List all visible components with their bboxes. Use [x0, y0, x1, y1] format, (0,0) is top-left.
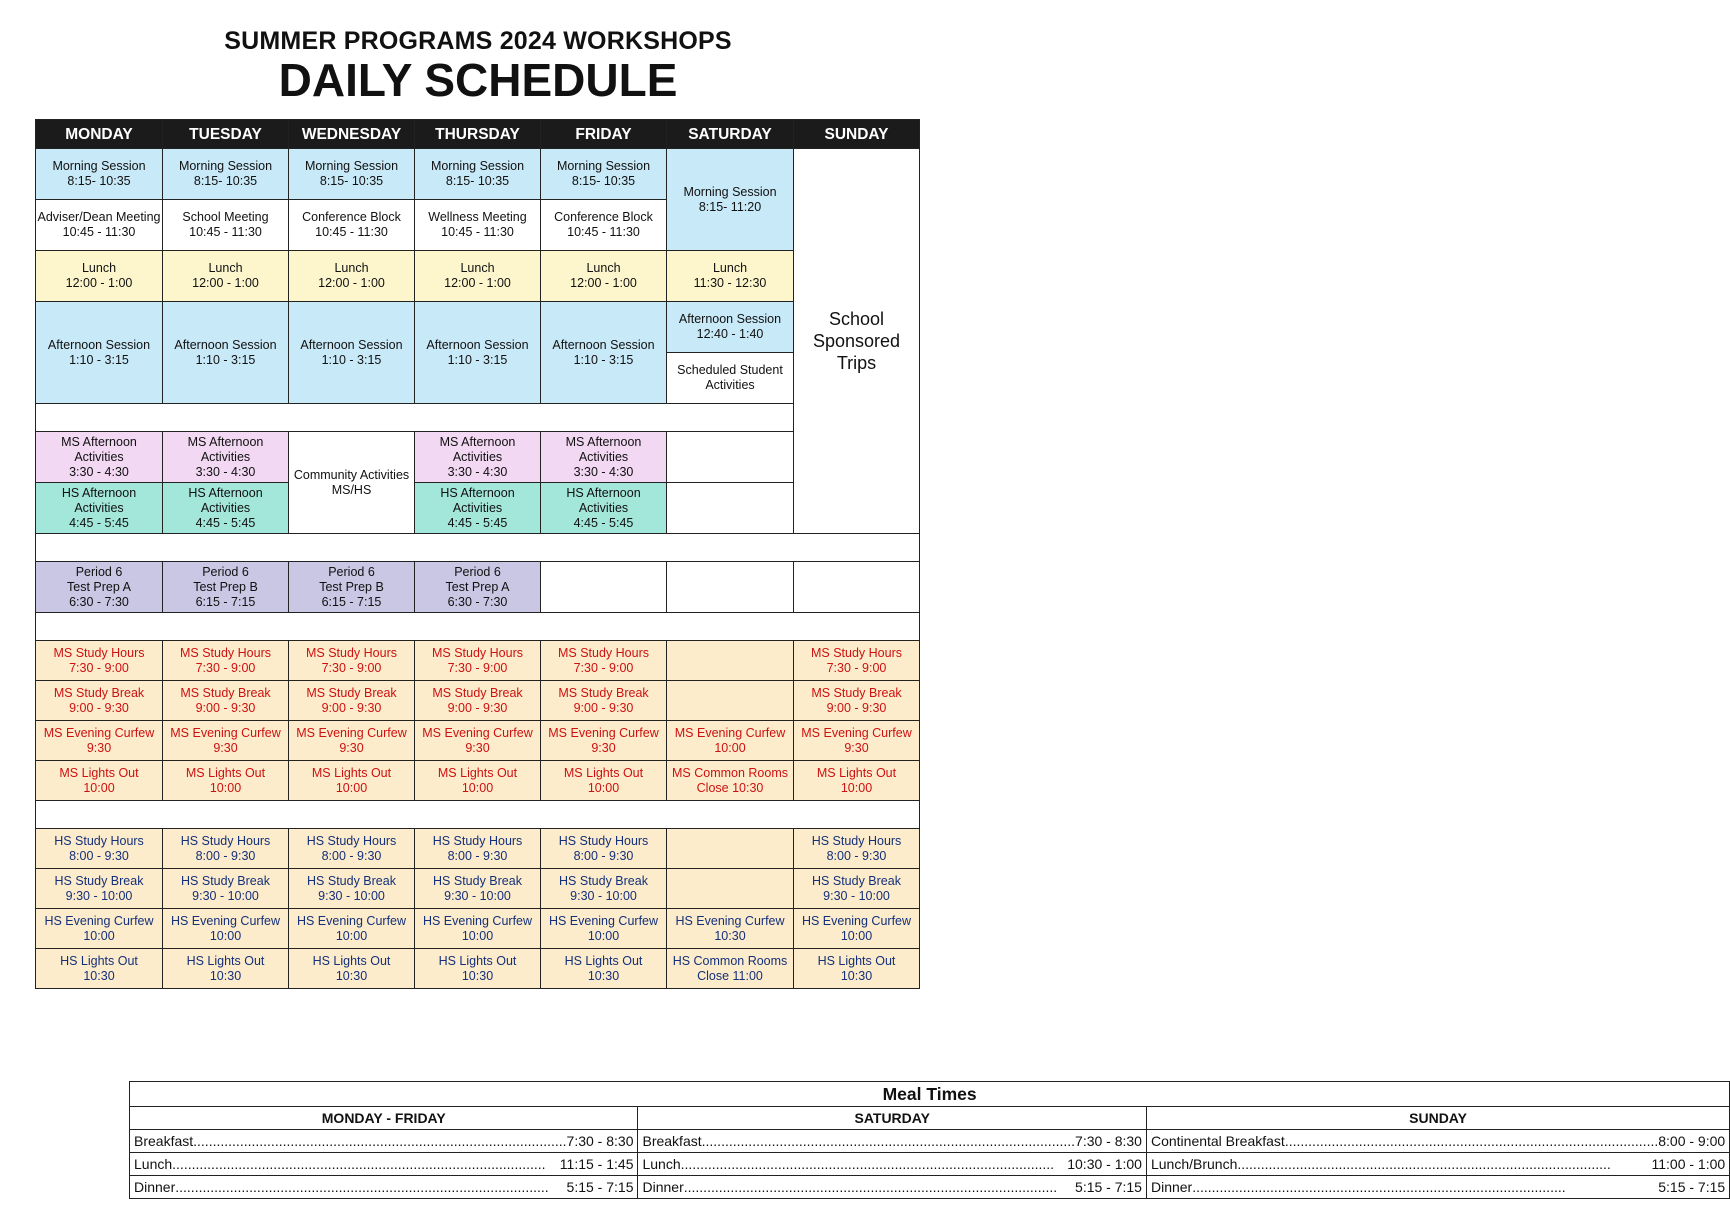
empty-cell	[667, 562, 794, 613]
period6-cell: Period 6 Test Prep B 6:15 - 7:15	[163, 562, 289, 613]
meeting-cell: Conference Block 10:45 - 11:30	[541, 200, 667, 251]
empty-cell	[667, 829, 794, 869]
meal-times-title: Meal Times	[130, 1082, 1730, 1107]
meeting-cell: Wellness Meeting 10:45 - 11:30	[415, 200, 541, 251]
lunch-cell: Lunch 12:00 - 1:00	[36, 251, 163, 302]
lunch-cell: Lunch 12:00 - 1:00	[415, 251, 541, 302]
hs-study-hours-cell: HS Study Hours 8:00 - 9:30	[289, 829, 415, 869]
hs-study-break-cell: HS Study Break 9:30 - 10:00	[289, 869, 415, 909]
saturday-lunch-cell: Lunch 11:30 - 12:30	[667, 251, 794, 302]
hs-lights-out-cell: HS Lights Out 10:30	[415, 949, 541, 989]
ms-lights-out-cell: MS Lights Out 10:00	[36, 761, 163, 801]
ms-lights-out-cell: MS Lights Out 10:00	[541, 761, 667, 801]
hs-curfew-cell: HS Evening Curfew 10:00	[541, 909, 667, 949]
ms-curfew-cell: MS Evening Curfew 9:30	[794, 721, 920, 761]
meal-entry: Continental Breakfast ..... 8:00 - 9:00	[1146, 1130, 1729, 1153]
ms-curfew-cell: MS Evening Curfew 9:30	[415, 721, 541, 761]
saturday-ms-curfew-cell: MS Evening Curfew 10:00	[667, 721, 794, 761]
meeting-cell: Adviser/Dean Meeting 10:45 - 11:30	[36, 200, 163, 251]
afternoon-session-cell: Afternoon Session 1:10 - 3:15	[36, 302, 163, 404]
ms-study-break-cell: MS Study Break 9:00 - 9:30	[415, 681, 541, 721]
ms-lights-out-cell: MS Lights Out 10:00	[415, 761, 541, 801]
ms-curfew-cell: MS Evening Curfew 9:30	[163, 721, 289, 761]
hs-study-hours-cell: HS Study Hours 8:00 - 9:30	[794, 829, 920, 869]
ms-activities-cell: MS Afternoon Activities 3:30 - 4:30	[36, 432, 163, 483]
meal-entry: Breakfast ..... 7:30 - 8:30	[638, 1130, 1146, 1153]
meal-column-header: SUNDAY	[1146, 1107, 1729, 1130]
ms-activities-cell: MS Afternoon Activities 3:30 - 4:30	[163, 432, 289, 483]
day-header: THURSDAY	[415, 120, 541, 149]
ms-activities-cell: MS Afternoon Activities 3:30 - 4:30	[415, 432, 541, 483]
day-header: FRIDAY	[541, 120, 667, 149]
afternoon-session-cell: Afternoon Session 1:10 - 3:15	[415, 302, 541, 404]
schedule-table	[35, 119, 920, 989]
hs-curfew-cell: HS Evening Curfew 10:00	[415, 909, 541, 949]
period6-cell: Period 6 Test Prep A 6:30 - 7:30	[36, 562, 163, 613]
hs-study-break-cell: HS Study Break 9:30 - 10:00	[36, 869, 163, 909]
empty-cell	[667, 641, 794, 681]
ms-activities-cell: MS Afternoon Activities 3:30 - 4:30	[541, 432, 667, 483]
hs-study-hours-cell: HS Study Hours 8:00 - 9:30	[415, 829, 541, 869]
ms-study-hours-cell: MS Study Hours 7:30 - 9:00	[163, 641, 289, 681]
hs-study-hours-cell: HS Study Hours 8:00 - 9:30	[541, 829, 667, 869]
meal-entry: Breakfast ..... 7:30 - 8:30	[130, 1130, 638, 1153]
day-header: SUNDAY	[794, 120, 920, 149]
meal-column-header: SATURDAY	[638, 1107, 1146, 1130]
hs-activities-cell: HS Afternoon Activities 4:45 - 5:45	[415, 483, 541, 534]
hs-study-break-cell: HS Study Break 9:30 - 10:00	[794, 869, 920, 909]
afternoon-session-cell: Afternoon Session 1:10 - 3:15	[163, 302, 289, 404]
meal-entry: Dinner ..... 5:15 - 7:15	[130, 1176, 638, 1199]
saturday-afternoon-session-cell: Afternoon Session 12:40 - 1:40	[667, 302, 794, 353]
hs-lights-out-cell: HS Lights Out 10:30	[163, 949, 289, 989]
hs-activities-cell: HS Afternoon Activities 4:45 - 5:45	[541, 483, 667, 534]
period6-cell: Period 6 Test Prep A 6:30 - 7:30	[415, 562, 541, 613]
saturday-hs-common-rooms-cell: HS Common Rooms Close 11:00	[667, 949, 794, 989]
hs-lights-out-cell: HS Lights Out 10:30	[289, 949, 415, 989]
hs-curfew-cell: HS Evening Curfew 10:00	[36, 909, 163, 949]
empty-cell	[667, 681, 794, 721]
empty-cell	[667, 869, 794, 909]
ms-lights-out-cell: MS Lights Out 10:00	[289, 761, 415, 801]
ms-study-break-cell: MS Study Break 9:00 - 9:30	[36, 681, 163, 721]
hs-lights-out-cell: HS Lights Out 10:30	[794, 949, 920, 989]
spacer-row	[36, 613, 920, 641]
page-title: DAILY SCHEDULE	[278, 54, 678, 106]
hs-activities-cell: HS Afternoon Activities 4:45 - 5:45	[163, 483, 289, 534]
ms-study-hours-cell: MS Study Hours 7:30 - 9:00	[415, 641, 541, 681]
morning-session-cell: Morning Session 8:15- 10:35	[163, 149, 289, 200]
afternoon-session-cell: Afternoon Session 1:10 - 3:15	[541, 302, 667, 404]
meal-entry: Dinner ..... 5:15 - 7:15	[1146, 1176, 1729, 1199]
morning-session-cell: Morning Session 8:15- 10:35	[289, 149, 415, 200]
empty-cell	[667, 483, 794, 534]
saturday-scheduled-activities-cell: Scheduled Student Activities	[667, 353, 794, 404]
meal-entry: Dinner ..... 5:15 - 7:15	[638, 1176, 1146, 1199]
ms-lights-out-cell: MS Lights Out 10:00	[794, 761, 920, 801]
hs-study-hours-cell: HS Study Hours 8:00 - 9:30	[36, 829, 163, 869]
hs-lights-out-cell: HS Lights Out 10:30	[36, 949, 163, 989]
day-header: WEDNESDAY	[289, 120, 415, 149]
meeting-cell: Conference Block 10:45 - 11:30	[289, 200, 415, 251]
meal-entry: Lunch ..... 10:30 - 1:00	[638, 1153, 1146, 1176]
hs-study-break-cell: HS Study Break 9:30 - 10:00	[541, 869, 667, 909]
ms-curfew-cell: MS Evening Curfew 9:30	[541, 721, 667, 761]
saturday-morning-session-cell: Morning Session 8:15- 11:20	[667, 149, 794, 251]
hs-curfew-cell: HS Evening Curfew 10:00	[289, 909, 415, 949]
hs-curfew-cell: HS Evening Curfew 10:00	[794, 909, 920, 949]
ms-curfew-cell: MS Evening Curfew 9:30	[289, 721, 415, 761]
empty-cell	[541, 562, 667, 613]
ms-study-hours-cell: MS Study Hours 7:30 - 9:00	[289, 641, 415, 681]
spacer-row	[36, 801, 920, 829]
spacer-row	[36, 534, 920, 562]
meal-times-table	[129, 1081, 1730, 1199]
hs-activities-cell: HS Afternoon Activities 4:45 - 5:45	[36, 483, 163, 534]
ms-study-break-cell: MS Study Break 9:00 - 9:30	[289, 681, 415, 721]
header-subtitle: SUMMER PROGRAMS 2024 WORKSHOPS	[224, 27, 732, 55]
community-activities-cell: Community Activities MS/HS	[289, 432, 415, 534]
hs-study-break-cell: HS Study Break 9:30 - 10:00	[163, 869, 289, 909]
hs-curfew-cell: HS Evening Curfew 10:00	[163, 909, 289, 949]
sunday-trips-cell: School Sponsored Trips	[794, 149, 920, 534]
afternoon-session-cell: Afternoon Session 1:10 - 3:15	[289, 302, 415, 404]
day-header-row	[36, 120, 920, 149]
meeting-cell: School Meeting 10:45 - 11:30	[163, 200, 289, 251]
ms-study-hours-cell: MS Study Hours 7:30 - 9:00	[794, 641, 920, 681]
ms-lights-out-cell: MS Lights Out 10:00	[163, 761, 289, 801]
ms-study-break-cell: MS Study Break 9:00 - 9:30	[163, 681, 289, 721]
lunch-cell: Lunch 12:00 - 1:00	[163, 251, 289, 302]
empty-cell	[794, 562, 920, 613]
hs-study-hours-cell: HS Study Hours 8:00 - 9:30	[163, 829, 289, 869]
meal-entry: Lunch/Brunch ..... 11:00 - 1:00	[1146, 1153, 1729, 1176]
ms-study-break-cell: MS Study Break 9:00 - 9:30	[794, 681, 920, 721]
hs-study-break-cell: HS Study Break 9:30 - 10:00	[415, 869, 541, 909]
saturday-ms-common-rooms-cell: MS Common Rooms Close 10:30	[667, 761, 794, 801]
empty-cell	[667, 432, 794, 483]
morning-session-cell: Morning Session 8:15- 10:35	[36, 149, 163, 200]
spacer-row	[36, 404, 794, 432]
saturday-hs-curfew-cell: HS Evening Curfew 10:30	[667, 909, 794, 949]
morning-session-cell: Morning Session 8:15- 10:35	[541, 149, 667, 200]
hs-lights-out-cell: HS Lights Out 10:30	[541, 949, 667, 989]
meal-entry: Lunch ..... 11:15 - 1:45	[130, 1153, 638, 1176]
morning-session-cell: Morning Session 8:15- 10:35	[415, 149, 541, 200]
day-header: MONDAY	[36, 120, 163, 149]
lunch-cell: Lunch 12:00 - 1:00	[541, 251, 667, 302]
day-header: TUESDAY	[163, 120, 289, 149]
ms-curfew-cell: MS Evening Curfew 9:30	[36, 721, 163, 761]
ms-study-hours-cell: MS Study Hours 7:30 - 9:00	[36, 641, 163, 681]
period6-cell: Period 6 Test Prep B 6:15 - 7:15	[289, 562, 415, 613]
lunch-cell: Lunch 12:00 - 1:00	[289, 251, 415, 302]
meal-column-header: MONDAY - FRIDAY	[130, 1107, 638, 1130]
day-header: SATURDAY	[667, 120, 794, 149]
ms-study-hours-cell: MS Study Hours 7:30 - 9:00	[541, 641, 667, 681]
ms-study-break-cell: MS Study Break 9:00 - 9:30	[541, 681, 667, 721]
